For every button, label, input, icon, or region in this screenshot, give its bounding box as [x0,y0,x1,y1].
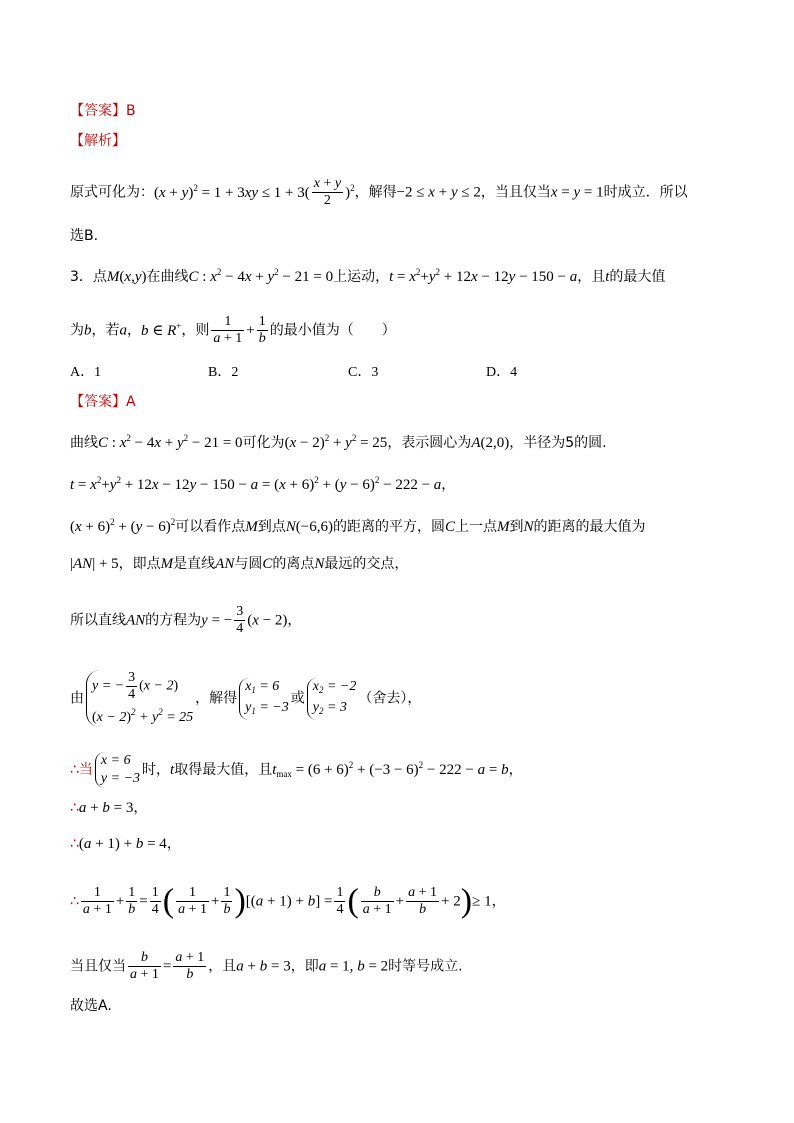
option-b: B．2 [208,365,239,380]
option-a: A．1 [70,365,102,380]
answer-tag-b: 【答案】B [70,103,136,119]
solution-line8: ∴a + b = 3， [70,800,148,816]
solution-line11: 当且仅当 $\frac{b}{a + 1}$ = $\frac{a + 1}{b}$ ，且a + b = 3，即a = 1, b = 2时等号成立. [70,950,463,982]
q2-solution-line2: 选B. [70,228,99,244]
solution-line7: ∴当 x = 6 y = −3 时，t取得最大值，且$t_{max} = (6 + 6)^2 + (-3 - 6)^2 - 222 - a = b$， [70,753,523,786]
q3-stem-line1: 3．点M(x,y)在曲线C : $x^2 - 4x + y^2 - 21 = 0$上运动，$t = x^2+y^2 + 12x - 12y - 150 - a$，且t的最大值 [70,267,666,285]
solution-line10: ∴ $\frac{1}{a + 1}$ + $\frac{1}{b}$ = $\frac{1}{4}$ ( $\frac{1}{a + 1}$ + $\frac{1}{b}$ )[(a + 1) + b] = $\frac{1}{4}$ ( $\frac{b}{a + 1}$ + $\frac{a + 1}{b}$ + 2)≥ 1， [70,882,506,920]
solution-line1: 曲线C : $x^2 - 4x + y^2 - 21 = 0$可化为$(x - 2)^2 + y^2 = 25$，表示圆心为A(2,0)，半径为5的圆. [70,433,607,451]
solution-line4: |AN| + 5，即点M是直线AN与圆C的离点N最远的交点， [70,556,409,572]
solution-line3: $(x + 6)^2 + (y - 6)^2$可以看作点M到点N(−6,6)的距离的平方，圆C上一点M到N的距离的最大值为 [70,517,646,535]
answer-tag-a: 【答案】A [70,394,136,410]
solution-line5: 所以直线AN的方程为y = − $\frac{3}{4}$ (x − 2)， [70,604,302,636]
option-c: C．3 [348,365,379,380]
option-d: D．4 [486,365,518,380]
analysis-tag: 【解析】 [70,133,126,149]
q2-solution-line1: 原式可化为：$(x + y)^2 = 1 + 3xy \le 1 + 3$( $\frac{x + y}{2}$ )$^2$，解得−2 ≤ x + y ≤ 2，当且仅当x = y = 1时成立．所以 [70,176,688,208]
q3-stem-line2: 为b，若a，b ∈ R+，则 $\frac{1}{a + 1}$ + $\frac{1}{b}$ 的最小值为（ ） [70,314,396,346]
solution-final: 故选A. [70,998,112,1014]
solution-line6: 由 y = − $\frac{3}{4}$ (x − 2) $(x - 2)^2 + y^2 = 25$ ，解得 $x_1 = 6$ $y_1 = -3$ 或 $x_2 = -2$ $y_2 = 3$ （舍去）， [70,670,422,725]
solution-line9: ∴(a + 1) + b = 4， [70,836,181,852]
solution-line2: $t = x^2+y^2 + 12x - 12y - 150 - a = (x + 6)^2 + (y - 6)^2 - 222 - a$， [70,475,456,493]
